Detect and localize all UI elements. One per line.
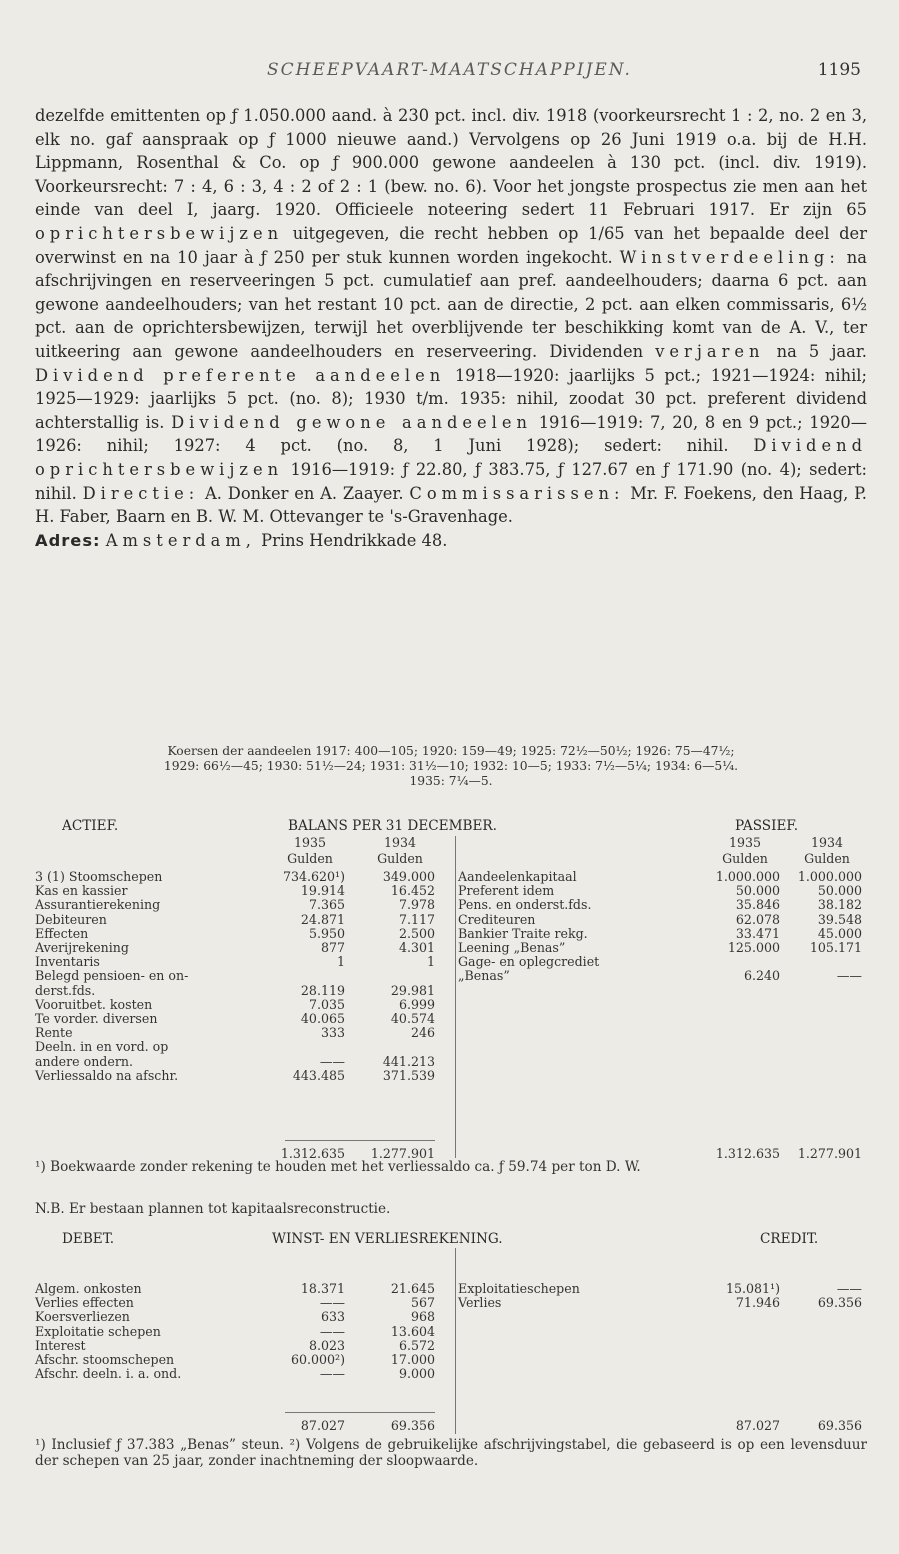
table-cell-1934: 69.356 bbox=[817, 1295, 862, 1311]
table-row-label: Vooruitbet. kosten bbox=[35, 996, 153, 1012]
table-cell-1935: 7.035 bbox=[308, 996, 345, 1012]
table-row-label: Interest bbox=[35, 1337, 86, 1353]
text-segment: na afschrijvingen en reserveeringen 5 pct. cumulatief aan pref. aandeelhouders; daarna 6 pct. aan gewone aandeelhouders; van het restant 10 pct. aan de directie, 2 pct. aan elken commissaris, 6½ pct. aan de oprichtersbewijzen, terwijl het overblijvende ter beschikking komt van de A. V., ter uitkeering aan gewone aandeelhouders en reserveering. Dividenden bbox=[35, 247, 867, 361]
spaced-term: Winstverdeeling: bbox=[619, 247, 840, 267]
address-street: Prins Hendrikkade 48. bbox=[261, 530, 448, 550]
year-header: 1934 bbox=[810, 835, 844, 850]
table-cell-1935: 5.950 bbox=[308, 925, 345, 941]
table-cell-1934: 17.000 bbox=[390, 1352, 435, 1367]
table-cell-1935: 443.485 bbox=[292, 1067, 345, 1083]
text-segment: 1916—1919: ƒ 22.80, ƒ 383.75, ƒ 127.67 en ƒ 171.90 (no. 4); sedert: nihil. bbox=[35, 459, 867, 503]
table-cell-1935: —— bbox=[319, 1323, 345, 1339]
total-1935: 1.312.635 bbox=[280, 1146, 345, 1161]
text-segment: na 5 jaar. bbox=[776, 341, 867, 361]
table-row-label: Inventaris bbox=[35, 954, 100, 970]
table-row-label: Bankier Traite rekg. bbox=[458, 925, 588, 941]
table-row-label: Verlies bbox=[458, 1295, 502, 1311]
prices-line: 1935: 7¼—5. bbox=[409, 774, 493, 788]
table-cell-1935: 60.000²) bbox=[290, 1352, 345, 1367]
spaced-term: verjaren bbox=[655, 341, 765, 361]
table-cell-1935: 633 bbox=[320, 1309, 345, 1325]
debet-header: DEBET. bbox=[62, 1231, 115, 1247]
table-cell-1935: 1 bbox=[336, 954, 345, 970]
table-cell-1935: 33.471 bbox=[735, 925, 780, 941]
table-cell-1935: —— bbox=[319, 1295, 345, 1311]
winst-title: WINST- EN VERLIESREKENING. bbox=[272, 1231, 503, 1247]
table-row-label: Algem. onkosten bbox=[35, 1281, 142, 1296]
table-cell-1934: 21.645 bbox=[390, 1281, 435, 1296]
table-cell-1935: 15.081¹) bbox=[725, 1281, 780, 1296]
table-cell-1934: 45.000 bbox=[817, 925, 862, 941]
text-segment: uitgegeven, die recht hebben op 1/65 van het bepaalde deel der overwinst en na 10 jaar à ƒ 250 per stuk kunnen worden ingekocht. bbox=[35, 223, 867, 267]
table-cell-1934: 13.604 bbox=[390, 1323, 435, 1339]
table-cell-1934: 29.981 bbox=[390, 982, 435, 998]
table-row-label: Crediteuren bbox=[458, 911, 536, 927]
table-cell-1934: 567 bbox=[410, 1295, 435, 1311]
company-description bbox=[35, 104, 867, 552]
table-row-label: Pens. en onderst.fds. bbox=[458, 897, 592, 913]
table-cell-1935: 62.078 bbox=[735, 911, 780, 927]
table-cell-1934: 371.539 bbox=[382, 1067, 435, 1083]
total-1935: 87.027 bbox=[735, 1418, 780, 1433]
table-cell-1934: 968 bbox=[410, 1309, 435, 1325]
text-segment: A. Donker en A. Zaayer. bbox=[205, 483, 404, 503]
actief-header: ACTIEF. bbox=[62, 818, 119, 834]
total-1934: 69.356 bbox=[390, 1418, 435, 1433]
total-1934: 1.277.901 bbox=[370, 1146, 435, 1161]
table-row-label: Te vorder. diversen bbox=[35, 1011, 158, 1026]
table-cell-1934: —— bbox=[836, 1281, 862, 1296]
table-row-label: Debiteuren bbox=[35, 911, 107, 927]
table-row-label: Averijrekening bbox=[35, 940, 129, 955]
table-row-label: Rente bbox=[35, 1025, 73, 1041]
text-segment: Mr. F. Foekens, den Haag, P. H. Faber, Baarn en B. W. M. Ottevanger te 's-Gravenhage. bbox=[35, 483, 867, 527]
spaced-term: Dividend gewone aandeelen bbox=[171, 412, 532, 432]
table-row-label: derst.fds. bbox=[35, 982, 96, 998]
total-1934: 69.356 bbox=[817, 1418, 862, 1433]
address-label: Adres: bbox=[35, 530, 101, 550]
table-row-label: Afschr. stoomschepen bbox=[35, 1352, 175, 1367]
table-cell-1935: 8.023 bbox=[308, 1337, 345, 1353]
table-cell-1934: 7.978 bbox=[398, 897, 435, 913]
total-rule bbox=[285, 1412, 435, 1413]
spaced-term: Dividend preferente aandeelen bbox=[35, 365, 446, 385]
table-row-label: Gage- en oplegcrediet bbox=[458, 954, 600, 970]
table-row-label: Verlies effecten bbox=[35, 1295, 134, 1311]
table-row-label: Exploitatieschepen bbox=[458, 1281, 580, 1296]
table-row-label: Koersverliezen bbox=[35, 1309, 130, 1325]
table-cell-1934: 105.171 bbox=[809, 940, 862, 955]
spaced-term: Directie: bbox=[82, 483, 200, 503]
unit-header: Gulden bbox=[287, 851, 333, 867]
table-cell-1935: 28.119 bbox=[300, 982, 345, 998]
table-cell-1935: 19.914 bbox=[300, 883, 345, 899]
table-cell-1934: 246 bbox=[410, 1025, 435, 1041]
table-cell-1935: 333 bbox=[320, 1025, 345, 1041]
table-cell-1934: 1 bbox=[426, 954, 435, 970]
page-number: 1195 bbox=[817, 60, 861, 80]
table-row-label: Belegd pensioen- en on- bbox=[35, 968, 189, 984]
spaced-term: oprichtersbewijzen bbox=[35, 223, 284, 243]
table-cell-1935: 18.371 bbox=[300, 1281, 345, 1296]
table-cell-1935: —— bbox=[319, 1053, 345, 1069]
table-cell-1934: 50.000 bbox=[817, 883, 862, 899]
table-cell-1934: —— bbox=[836, 968, 862, 984]
column-divider bbox=[455, 836, 456, 1158]
total-rule bbox=[285, 1140, 435, 1141]
credit-header: CREDIT. bbox=[760, 1231, 819, 1247]
table-row-label: Exploitatie schepen bbox=[35, 1323, 161, 1339]
table-cell-1934: 349.000 bbox=[382, 869, 435, 884]
winst-credit-table bbox=[458, 1248, 868, 1438]
table-cell-1935: 50.000 bbox=[735, 883, 780, 899]
table-row-label: Leening „Benas” bbox=[458, 940, 566, 955]
table-row-label: Kas en kassier bbox=[35, 883, 128, 899]
table-row-label: Preferent idem bbox=[458, 883, 555, 899]
table-cell-1934: 39.548 bbox=[817, 911, 862, 927]
table-cell-1935: 35.846 bbox=[735, 897, 780, 913]
unit-header: Gulden bbox=[722, 851, 768, 867]
table-cell-1935: 71.946 bbox=[735, 1295, 780, 1311]
share-prices bbox=[35, 744, 867, 789]
spaced-term: Dividend oprichtersbewijzen bbox=[35, 436, 867, 479]
table-row-label: 3 (1) Stoomschepen bbox=[35, 869, 163, 884]
table-row-label: Deeln. in en vord. op bbox=[35, 1039, 169, 1055]
prices-line: Koersen der aandeelen 1917: 400—105; 1920: 159—49; 1925: 72½—50½; 1926: 75—47½; bbox=[167, 744, 735, 758]
table-cell-1935: 125.000 bbox=[727, 940, 780, 955]
table-cell-1935: 1.000.000 bbox=[715, 869, 780, 884]
table-cell-1935: 40.065 bbox=[300, 1011, 345, 1026]
balans-title: BALANS PER 31 DECEMBER. bbox=[288, 818, 497, 834]
balans-passief-table bbox=[458, 836, 868, 1166]
table-cell-1935: 24.871 bbox=[300, 911, 345, 927]
total-1934: 1.277.901 bbox=[797, 1146, 862, 1161]
balans-actief-table bbox=[35, 836, 455, 1166]
table-cell-1934: 16.452 bbox=[390, 883, 435, 899]
table-cell-1935: —— bbox=[319, 1366, 345, 1382]
text-segment: 1918—1920: jaarlijks 5 pct.; 1921—1924: nihil; 1925—1929: jaarlijks 5 pct. (no. 8); 1930 t/m. 1935: nihil, zoodat 30 pct. preferent dividend achterstallig is. bbox=[35, 365, 867, 432]
text-segment: 1916—1919: 7, 20, 8 en 9 pct.; 1920—1926: nihil; 1927: 4 pct. (no. 8, 1 Juni 1928); sedert: nihil. bbox=[35, 412, 868, 456]
table-cell-1934: 2.500 bbox=[398, 925, 435, 941]
nb-note: N.B. Er bestaan plannen tot kapitaalsreconstructie. bbox=[35, 1201, 391, 1217]
table-cell-1934: 1.000.000 bbox=[797, 869, 862, 884]
table-row-label: andere ondern. bbox=[35, 1053, 133, 1069]
prices-line: 1929: 66½—45; 1930: 51½—24; 1931: 31½—10; 1932: 10—5; 1933: 7½—5¼; 1934: 6—5¼. bbox=[163, 759, 739, 773]
column-divider bbox=[455, 1248, 456, 1434]
table-cell-1935: 7.365 bbox=[308, 897, 345, 913]
running-title: SCHEEPVAART-MAATSCHAPPIJEN. bbox=[267, 60, 632, 80]
table-cell-1935: 734.620¹) bbox=[282, 869, 345, 884]
balans-footnote: ¹) Boekwaarde zonder rekening te houden met het verliessaldo ca. ƒ 59.74 per ton D. W. bbox=[35, 1159, 641, 1175]
unit-header: Gulden bbox=[377, 851, 423, 867]
unit-header: Gulden bbox=[804, 851, 850, 867]
winst-debet-table bbox=[35, 1248, 455, 1438]
table-cell-1934: 441.213 bbox=[382, 1053, 435, 1069]
table-cell-1934: 38.182 bbox=[817, 897, 862, 913]
total-1935: 87.027 bbox=[300, 1418, 345, 1433]
year-header: 1935 bbox=[728, 835, 762, 850]
passief-header: PASSIEF. bbox=[735, 818, 799, 834]
running-header bbox=[0, 60, 899, 84]
table-row-label: Assurantierekening bbox=[35, 897, 161, 913]
spaced-term: Commissarissen: bbox=[409, 483, 625, 503]
table-cell-1934: 7.117 bbox=[398, 911, 435, 927]
table-cell-1934: 40.574 bbox=[390, 1011, 435, 1026]
table-row-label: Effecten bbox=[35, 925, 89, 941]
year-header: 1934 bbox=[383, 835, 417, 850]
table-cell-1934: 6.999 bbox=[398, 996, 435, 1012]
table-row-label: Aandeelenkapitaal bbox=[458, 869, 577, 884]
table-cell-1935: 877 bbox=[320, 940, 345, 955]
table-cell-1934: 4.301 bbox=[398, 940, 435, 955]
table-cell-1934: 9.000 bbox=[398, 1366, 435, 1382]
table-row-label: Verliessaldo na afschr. bbox=[35, 1067, 179, 1083]
winst-footnote: ¹) Inclusief ƒ 37.383 „Benas” steun. ²) Volgens de gebruikelijke afschrijvingstabel, die gebaseerd is op een levensduur der schepen van 25 jaar, zonder inachtneming der sloopwaarde. bbox=[35, 1437, 867, 1469]
address-city: Amsterdam, bbox=[105, 530, 256, 550]
table-row-label: „Benas” bbox=[458, 968, 510, 984]
total-1935: 1.312.635 bbox=[715, 1146, 780, 1161]
table-row-label: Afschr. deeln. i. a. ond. bbox=[35, 1366, 182, 1382]
table-cell-1935: 6.240 bbox=[743, 968, 780, 984]
table-cell-1934: 6.572 bbox=[398, 1337, 435, 1353]
text-segment: dezelfde emittenten op ƒ 1.050.000 aand. à 230 pct. incl. div. 1918 (voorkeursrecht 1 : 2, no. 2 en 3, elk no. gaf aanspraak op ƒ 1000 nieuwe aand.) Vervolgens op 26 Juni 1919 o.a. bij de H.H. Lippmann, Rosenthal & Co. op ƒ 900.000 gewone aandeelen à 130 pct. (incl. div. 1919). Voorkeursrecht: 7 : 4, 6 : 3, 4 : 2 of 2 : 1 (bew. no. 6). Voor het jongste prospectus zie men aan het einde van deel I, jaarg. 1920. Officieele noteering sedert 11 Februari 1917. Er zijn 65 bbox=[35, 106, 867, 220]
year-header: 1935 bbox=[293, 835, 327, 850]
